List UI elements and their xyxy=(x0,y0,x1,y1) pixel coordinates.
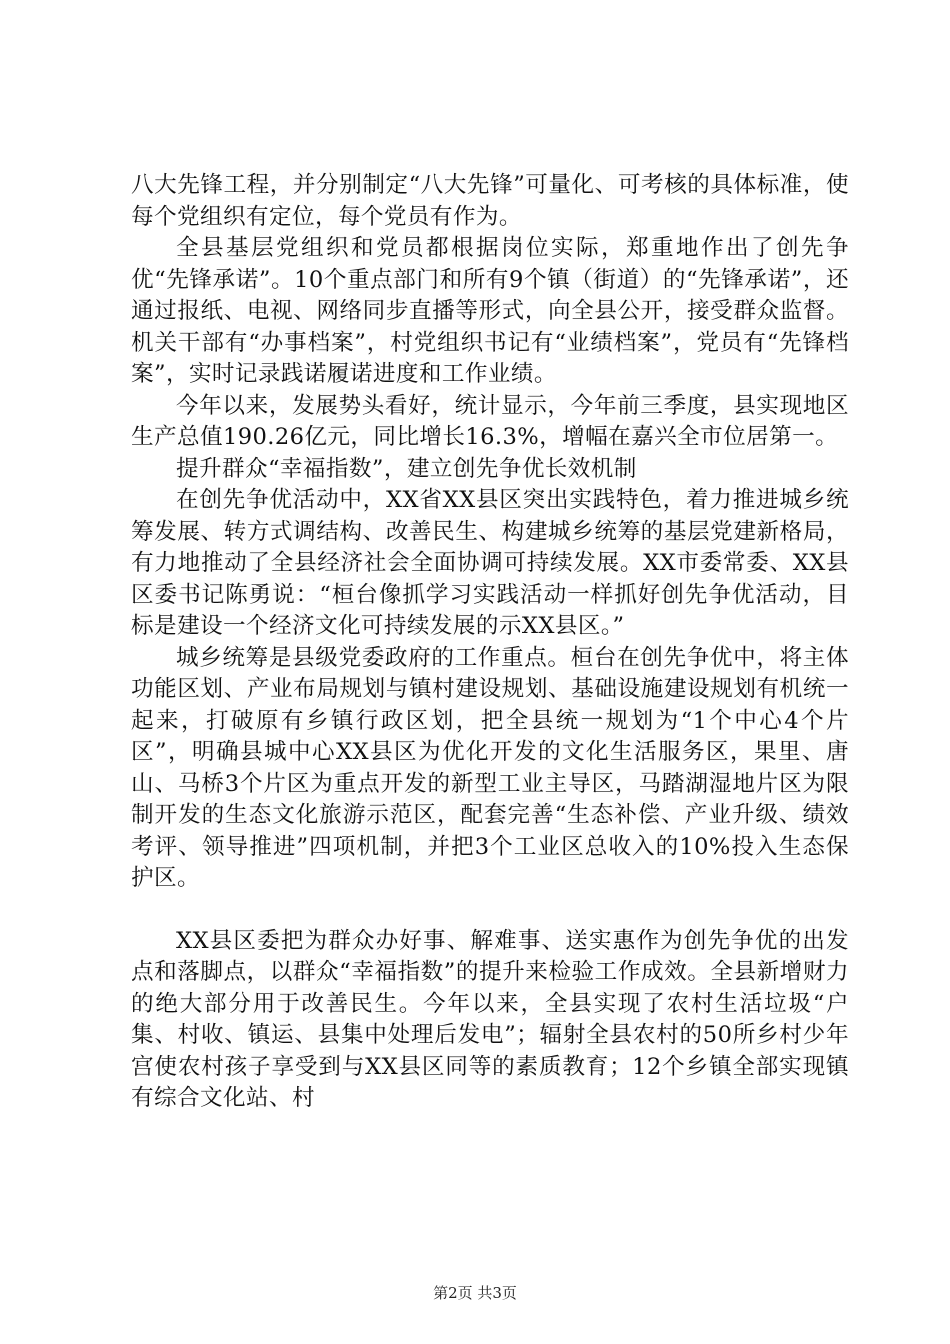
document-body xyxy=(131,170,849,1115)
paragraph-happiness-index: XX县区委把为群众办好事、解难事、送实惠作为创先争优的出发点和落脚点，以群众“幸福指数”的提升来检验工作成效。全县新增财力的绝大部分用于改善民生。今年以来，全县实现了农村生活垃圾“户集、村收、镇运、县集中处理后发电”；辐射全县农村的50所乡村少年宫使农村孩子享受到与XX县区同等的素质教育；12个乡镇全部实现镇有综合文化站、村 xyxy=(131,927,849,1111)
paragraph-continuation: 八大先锋工程，并分别制定“八大先锋”可量化、可考核的具体标准，使每个党组织有定位，每个党员有作为。 xyxy=(131,172,849,230)
page-number-footer: 第2页 共3页 xyxy=(433,1284,517,1302)
paragraph-spacer xyxy=(131,895,849,926)
paragraph-pioneer-pledge: 全县基层党组织和党员都根据岗位实际，郑重地作出了创先争优“先锋承诺”。10个重点部门和所有9个镇（街道）的“先锋承诺”，还通过报纸、电视、网络同步直播等形式，向全县公开，接受群众监督。机关干部有“办事档案”，村党组织书记有“业绩档案”，党员有“先锋档案”，实时记录践诺履诺进度和工作业绩。 xyxy=(131,235,849,387)
paragraph-practice-features: 在创先争优活动中，XX省XX县区突出实践特色，着力推进城乡统筹发展、转方式调结构、改善民生、构建城乡统筹的基层党建新格局，有力地推动了全县经济社会全面协调可持续发展。XX市委常委、XX县区委书记陈勇说：“桓台像抓学习实践活动一样抓好创先争优活动，目标是建设一个经济文化可持续发展的示XX县区。” xyxy=(131,487,849,639)
section-heading: 提升群众“幸福指数”，建立创先争优长效机制 xyxy=(176,455,637,482)
paragraph-urban-rural-planning: 城乡统筹是县级党委政府的工作重点。桓台在创先争优中，将主体功能区划、产业布局规划与镇村建设规划、基础设施建设规划有机统一起来，打破原有乡镇行政区划，把全县统一规划为“1个中心4个片区”，明确县城中心XX县区为优化开发的文化生活服务区，果里、唐山、马桥3个片区为重点开发的新型工业主导区，马踏湖湿地片区为限制开发的生态文化旅游示范区，配套完善“生态补偿、产业升级、绩效考评、领导推进”四项机制，并把3个工业区总收入的10%投入生态保护区。 xyxy=(131,644,849,891)
paragraph-economic-growth: 今年以来，发展势头看好，统计显示，今年前三季度，县实现地区生产总值190.26亿元，同比增长16.3%，增幅在嘉兴全市位居第一。 xyxy=(131,392,849,450)
